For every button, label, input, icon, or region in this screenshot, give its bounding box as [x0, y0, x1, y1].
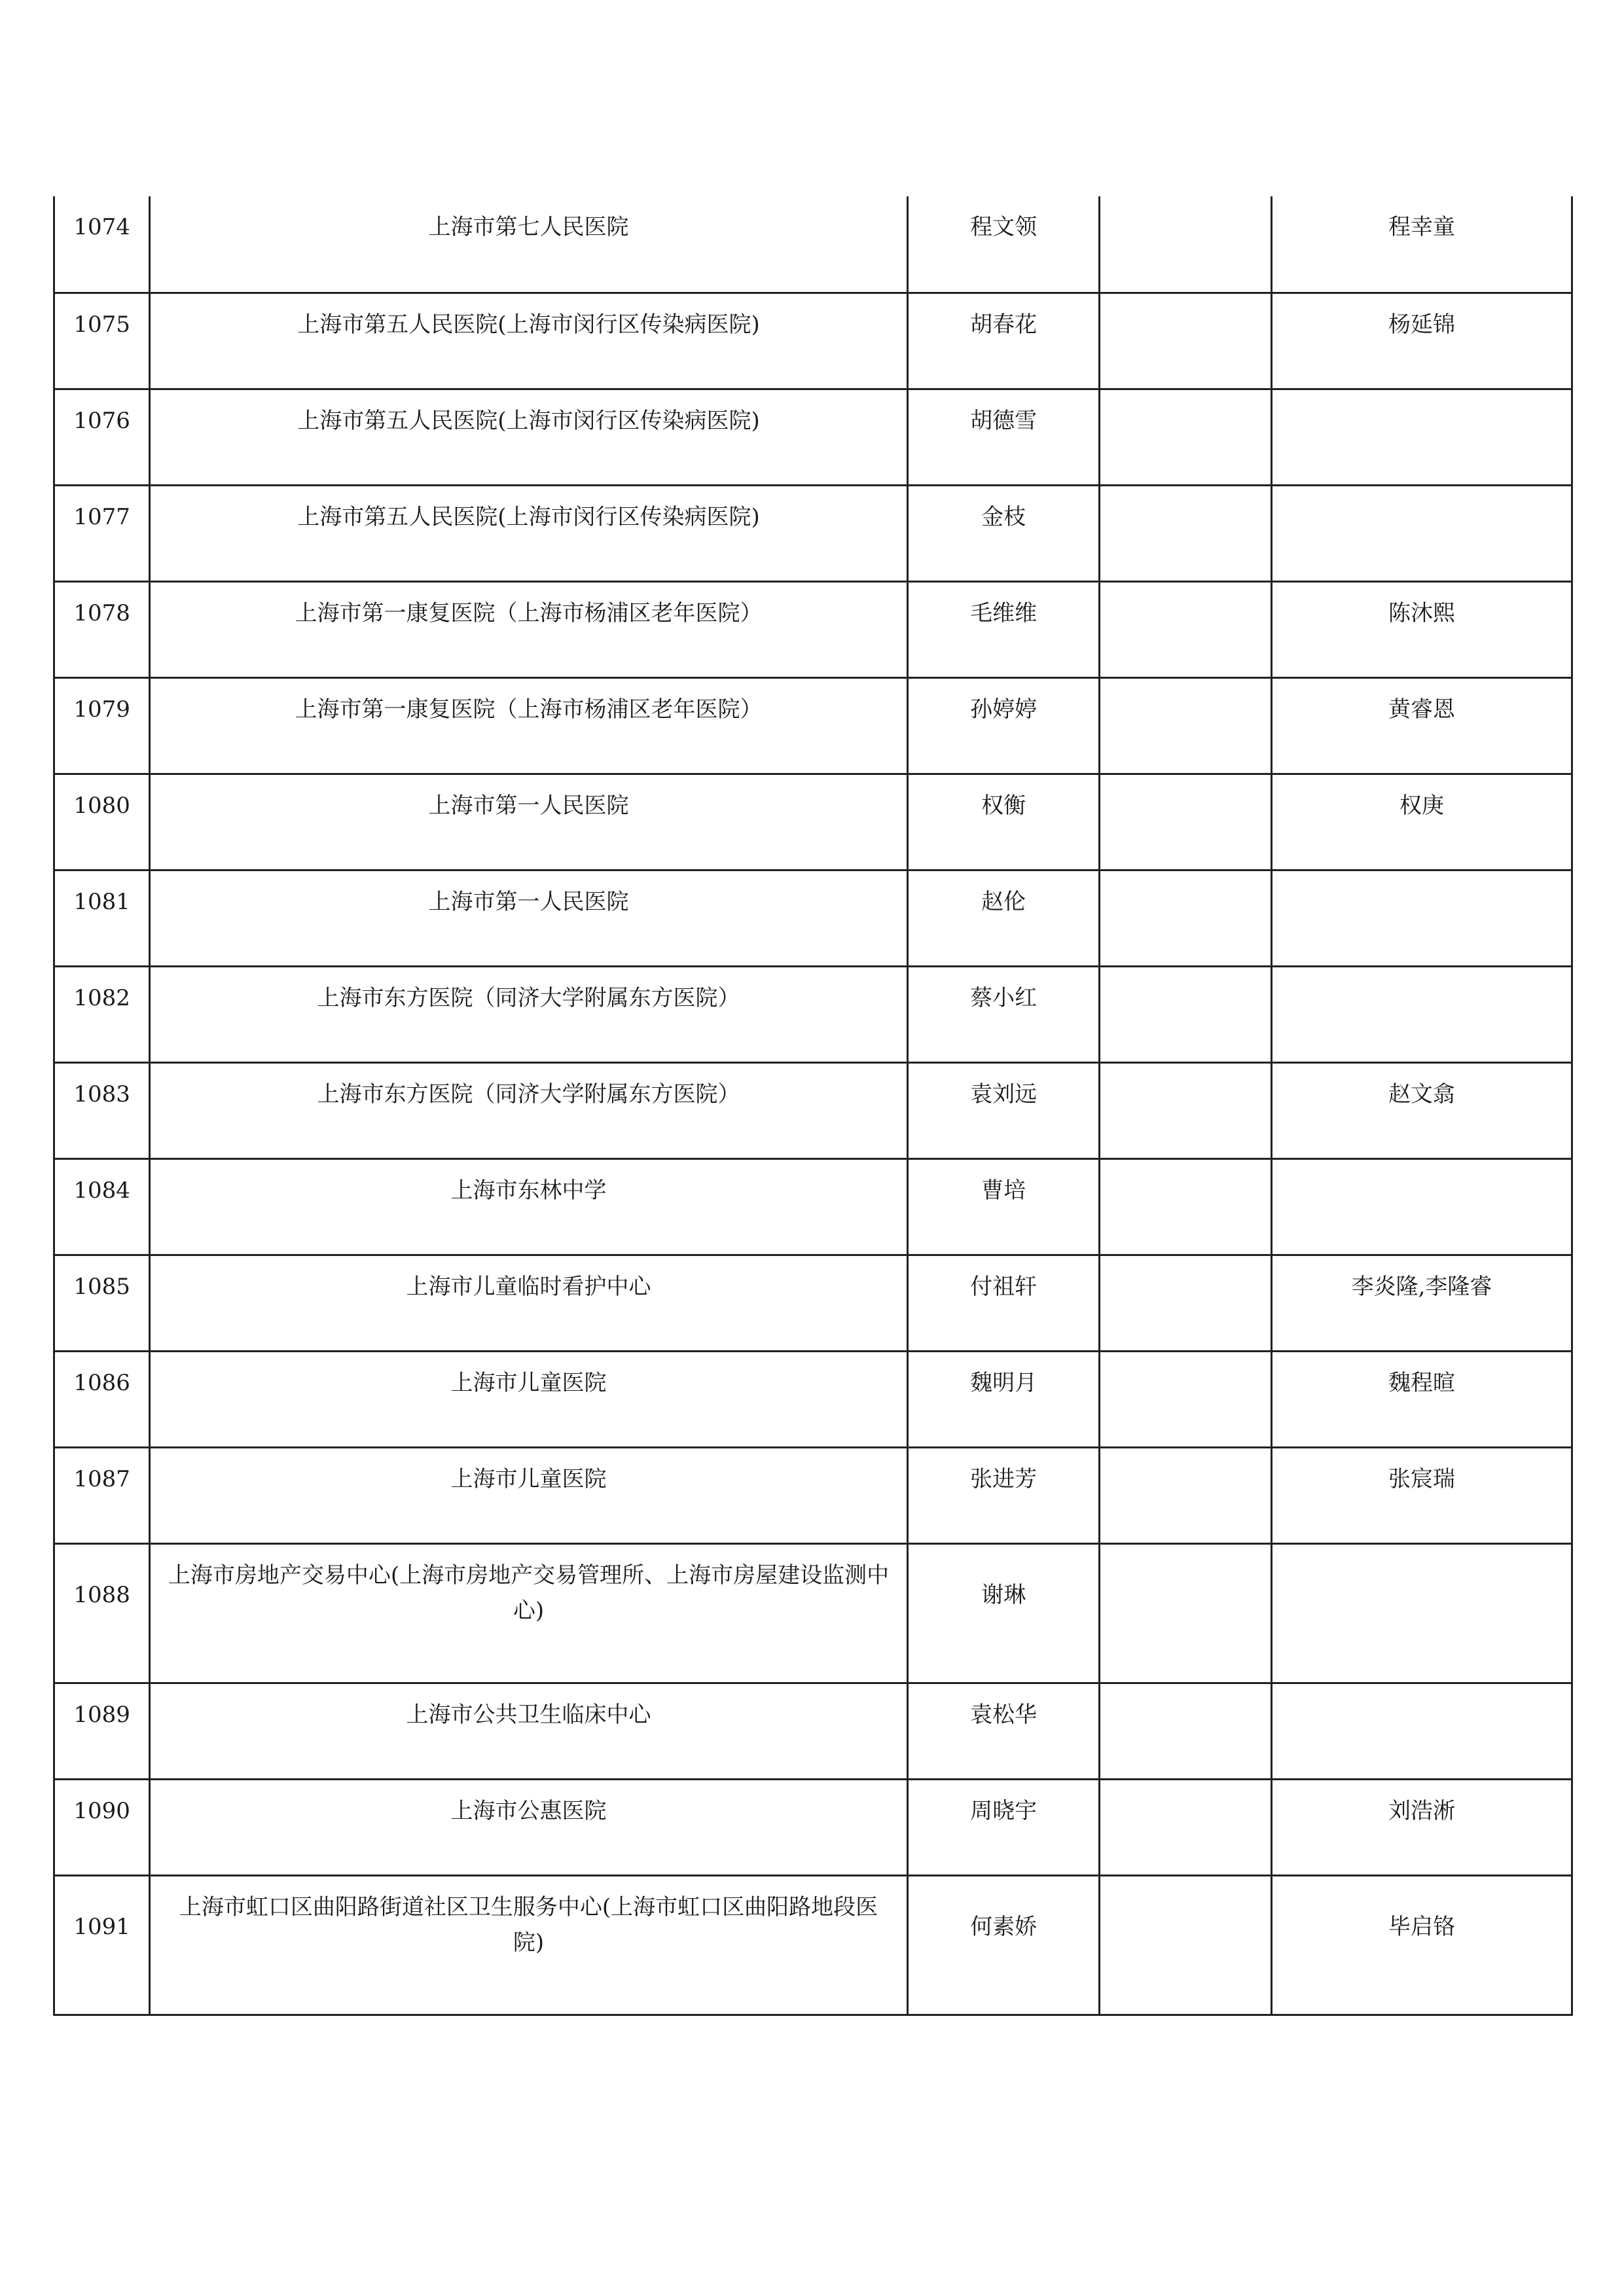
row-number: 1074 [54, 196, 150, 293]
unit-name: 上海市第一康复医院（上海市杨浦区老年医院） [150, 677, 907, 774]
person-name: 毛维维 [907, 581, 1100, 677]
child-name: 李炎隆,李隆睿 [1271, 1255, 1572, 1351]
table-row [54, 389, 1572, 485]
row-number: 1076 [54, 389, 150, 485]
person-name: 胡德雪 [907, 389, 1100, 485]
child-name: 毕启铬 [1271, 1875, 1572, 2015]
blank-cell [1100, 196, 1272, 293]
row-number: 1091 [54, 1875, 150, 2015]
child-name: 程幸童 [1271, 196, 1572, 293]
child-name: 刘浩淅 [1271, 1779, 1572, 1875]
child-name: 黄睿恩 [1271, 677, 1572, 774]
table-row [54, 966, 1572, 1062]
table-row [54, 581, 1572, 677]
blank-cell [1100, 1543, 1272, 1683]
child-name: 赵文翕 [1271, 1062, 1572, 1158]
person-name: 张进芳 [907, 1447, 1100, 1543]
person-name: 谢琳 [907, 1543, 1100, 1683]
person-name: 金枝 [907, 485, 1100, 581]
table-row [54, 1875, 1572, 2015]
row-number: 1075 [54, 293, 150, 389]
blank-cell [1100, 485, 1272, 581]
person-name: 权衡 [907, 774, 1100, 870]
unit-name: 上海市公共卫生临床中心 [150, 1683, 907, 1779]
blank-cell [1100, 1351, 1272, 1447]
table-row [54, 196, 1572, 293]
blank-cell [1100, 1447, 1272, 1543]
unit-name: 上海市儿童医院 [150, 1447, 907, 1543]
person-name: 魏明月 [907, 1351, 1100, 1447]
row-number: 1085 [54, 1255, 150, 1351]
table-row [54, 774, 1572, 870]
person-name: 曹培 [907, 1158, 1100, 1255]
table-row [54, 1158, 1572, 1255]
blank-cell [1100, 870, 1272, 966]
row-number: 1083 [54, 1062, 150, 1158]
unit-name: 上海市儿童医院 [150, 1351, 907, 1447]
row-number: 1077 [54, 485, 150, 581]
table-row [54, 293, 1572, 389]
person-name: 付祖轩 [907, 1255, 1100, 1351]
row-number: 1084 [54, 1158, 150, 1255]
child-name [1271, 1158, 1572, 1255]
person-name: 程文领 [907, 196, 1100, 293]
row-number: 1081 [54, 870, 150, 966]
unit-name: 上海市第五人民医院(上海市闵行区传染病医院) [150, 293, 907, 389]
child-name: 杨延锦 [1271, 293, 1572, 389]
person-name: 赵伦 [907, 870, 1100, 966]
unit-name: 上海市虹口区曲阳路街道社区卫生服务中心(上海市虹口区曲阳路地段医院) [150, 1875, 907, 2015]
person-name: 蔡小红 [907, 966, 1100, 1062]
person-name: 胡春花 [907, 293, 1100, 389]
blank-cell [1100, 389, 1272, 485]
unit-name: 上海市儿童临时看护中心 [150, 1255, 907, 1351]
child-name [1271, 966, 1572, 1062]
row-number: 1087 [54, 1447, 150, 1543]
child-name: 张宸瑞 [1271, 1447, 1572, 1543]
row-number: 1078 [54, 581, 150, 677]
roster-table [53, 196, 1573, 2016]
row-number: 1089 [54, 1683, 150, 1779]
row-number: 1090 [54, 1779, 150, 1875]
table-row [54, 1062, 1572, 1158]
child-name [1271, 870, 1572, 966]
blank-cell [1100, 966, 1272, 1062]
child-name [1271, 1683, 1572, 1779]
table-row [54, 677, 1572, 774]
table-row [54, 485, 1572, 581]
child-name: 陈沐熙 [1271, 581, 1572, 677]
person-name: 袁刘远 [907, 1062, 1100, 1158]
person-name: 袁松华 [907, 1683, 1100, 1779]
person-name: 何素娇 [907, 1875, 1100, 2015]
table-row [54, 1779, 1572, 1875]
person-name: 孙婷婷 [907, 677, 1100, 774]
row-number: 1086 [54, 1351, 150, 1447]
unit-name: 上海市第五人民医院(上海市闵行区传染病医院) [150, 389, 907, 485]
blank-cell [1100, 293, 1272, 389]
unit-name: 上海市第一人民医院 [150, 870, 907, 966]
table-row [54, 1683, 1572, 1779]
unit-name: 上海市公惠医院 [150, 1779, 907, 1875]
unit-name: 上海市第七人民医院 [150, 196, 907, 293]
unit-name: 上海市东方医院（同济大学附属东方医院） [150, 1062, 907, 1158]
blank-cell [1100, 677, 1272, 774]
blank-cell [1100, 1158, 1272, 1255]
unit-name: 上海市东林中学 [150, 1158, 907, 1255]
child-name [1271, 485, 1572, 581]
unit-name: 上海市第一人民医院 [150, 774, 907, 870]
person-name: 周晓宇 [907, 1779, 1100, 1875]
unit-name: 上海市房地产交易中心(上海市房地产交易管理所、上海市房屋建设监测中心) [150, 1543, 907, 1683]
unit-name: 上海市东方医院（同济大学附属东方医院） [150, 966, 907, 1062]
child-name [1271, 389, 1572, 485]
blank-cell [1100, 1683, 1272, 1779]
table-row [54, 1255, 1572, 1351]
unit-name: 上海市第五人民医院(上海市闵行区传染病医院) [150, 485, 907, 581]
blank-cell [1100, 1062, 1272, 1158]
blank-cell [1100, 1779, 1272, 1875]
row-number: 1079 [54, 677, 150, 774]
blank-cell [1100, 1875, 1272, 2015]
table-row [54, 870, 1572, 966]
table-row [54, 1351, 1572, 1447]
child-name: 权庚 [1271, 774, 1572, 870]
unit-name: 上海市第一康复医院（上海市杨浦区老年医院） [150, 581, 907, 677]
row-number: 1088 [54, 1543, 150, 1683]
child-name: 魏程暄 [1271, 1351, 1572, 1447]
row-number: 1082 [54, 966, 150, 1062]
row-number: 1080 [54, 774, 150, 870]
blank-cell [1100, 774, 1272, 870]
table-row [54, 1447, 1572, 1543]
table-row [54, 1543, 1572, 1683]
child-name [1271, 1543, 1572, 1683]
blank-cell [1100, 581, 1272, 677]
blank-cell [1100, 1255, 1272, 1351]
